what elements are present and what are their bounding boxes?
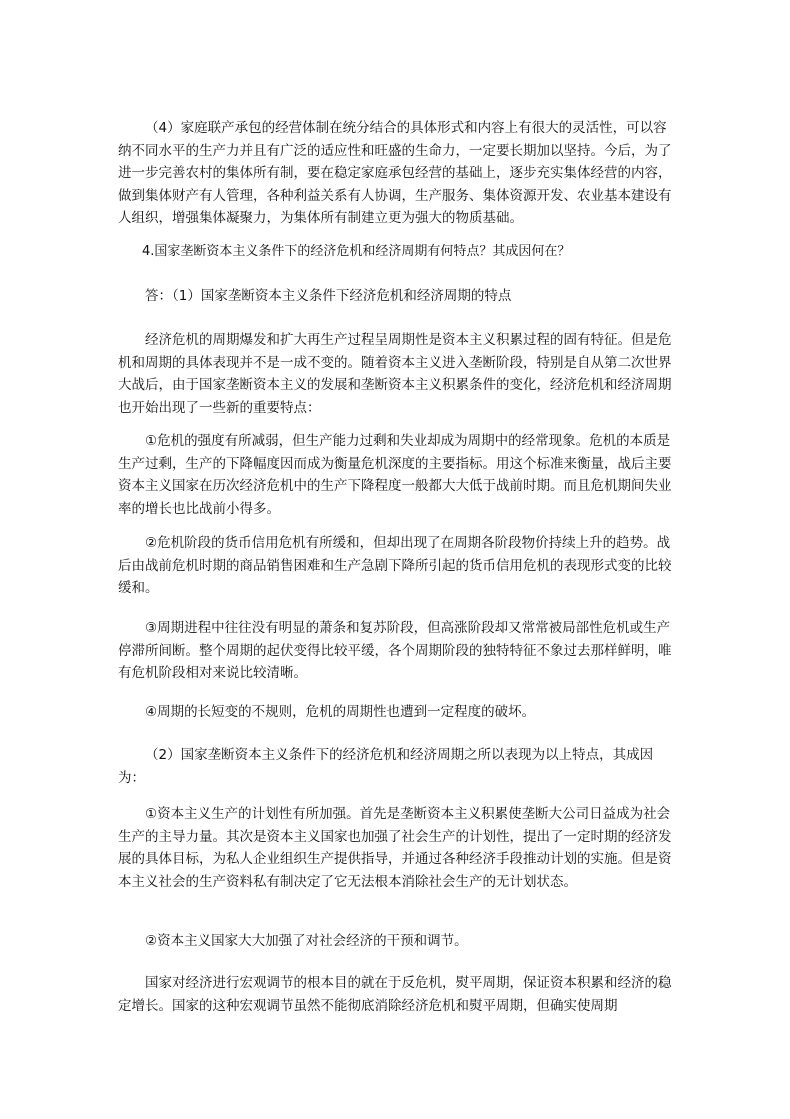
paragraph-macro-regulation: 国家对经济进行宏观调节的根本目的就在于反危机，熨平周期，保证资本积累和经济的稳定增长。国家的这种宏观调节虽然不能彻底消除经济危机和熨平周期，但确实使周期 <box>118 975 672 1014</box>
paragraph-point-2: ②危机阶段的货币信用危机有所缓和，但却出现了在周期各阶段物价持续上升的趋势。战后由战前危机时期的商品销售困难和生产急剧下降所引起的货币信用危机的表现形式变的比较缓和。 <box>118 535 672 596</box>
answer-heading: 答：（1）国家垄断资本主义条件下经济危机和经济周期的特点 <box>145 288 512 304</box>
paragraph-point-4: ④周期的长短变的不规则，危机的周期性也遭到一定程度的破坏。 <box>145 704 536 720</box>
paragraph-cause-2: ②资本主义国家大大加强了对社会经济的干预和调节。 <box>145 933 468 949</box>
paragraph-point-3: ③周期进程中往往没有明显的萧条和复苏阶段，但高涨阶段却又常常被局部性危机或生产停滞所间断。整个周期的起伏变得比较平缓，各个周期阶段的独特特征不象过去那样鲜明，唯有危机阶段相对来说比较清晰。 <box>118 620 672 681</box>
paragraph-cause-1: ①资本主义生产的计划性有所加强。首先是垄断资本主义积累使垄断大公司日益成为社会生产的主导力量。其次是资本主义国家也加强了社会生产的计划性，提出了一定时期的经济发展的具体目标，为私人企业组织生产提供指导，并通过各种经济手段推动计划的实施。但是资本主义社会的生产资料私有制决定了它无法根本消除社会生产的无计划状态。 <box>118 806 672 890</box>
paragraph-family-contract-system: （4）家庭联产承包的经营体制在统分结合的具体形式和内容上有很大的灵活性，可以容纳不同水平的生产力并且有广泛的适应性和旺盛的生命力，一定要长期加以坚持。今后，为了进一步完善农村的集体所有制，要在稳定家庭承包经营的基础上，逐步充实集体经营的内容，做到集体财产有人管理，各种利益关系有人协调，生产服务、集体资源开发、农业基本建设有人组织，增强集体凝聚力，为集体所有制建立更为强大的物质基础。 <box>118 120 672 226</box>
question-heading: 4.国家垄断资本主义条件下的经济危机和经济周期有何特点？其成因何在？ <box>142 244 571 259</box>
causes-heading: （2）国家垄断资本主义条件下的经济危机和经济周期之所以表现为以上特点，其成因为： <box>118 747 654 786</box>
paragraph-point-1: ①危机的强度有所减弱，但生产能力过剩和失业却成为周期中的经常现象。危机的本质是生产过剩，生产的下降幅度因而成为衡量危机深度的主要指标。用这个标准来衡量，战后主要资本主义国家在历次经济危机中的生产下降程度一般都大大低于战前时期。而且危机期间失业率的增长也比战前小得多。 <box>118 433 672 517</box>
paragraph-intro-characteristics: 经济危机的周期爆发和扩大再生产过程呈周期性是资本主义积累过程的固有特征。但是危机和周期的具体表现并不是一成不变的。随着资本主义进入垄断阶段，特别是自从第二次世界大战后，由于国家垄断资本主义的发展和垄断资本主义积累条件的变化，经济危机和经济周期也开始出现了一些新的重要特点： <box>118 332 672 416</box>
